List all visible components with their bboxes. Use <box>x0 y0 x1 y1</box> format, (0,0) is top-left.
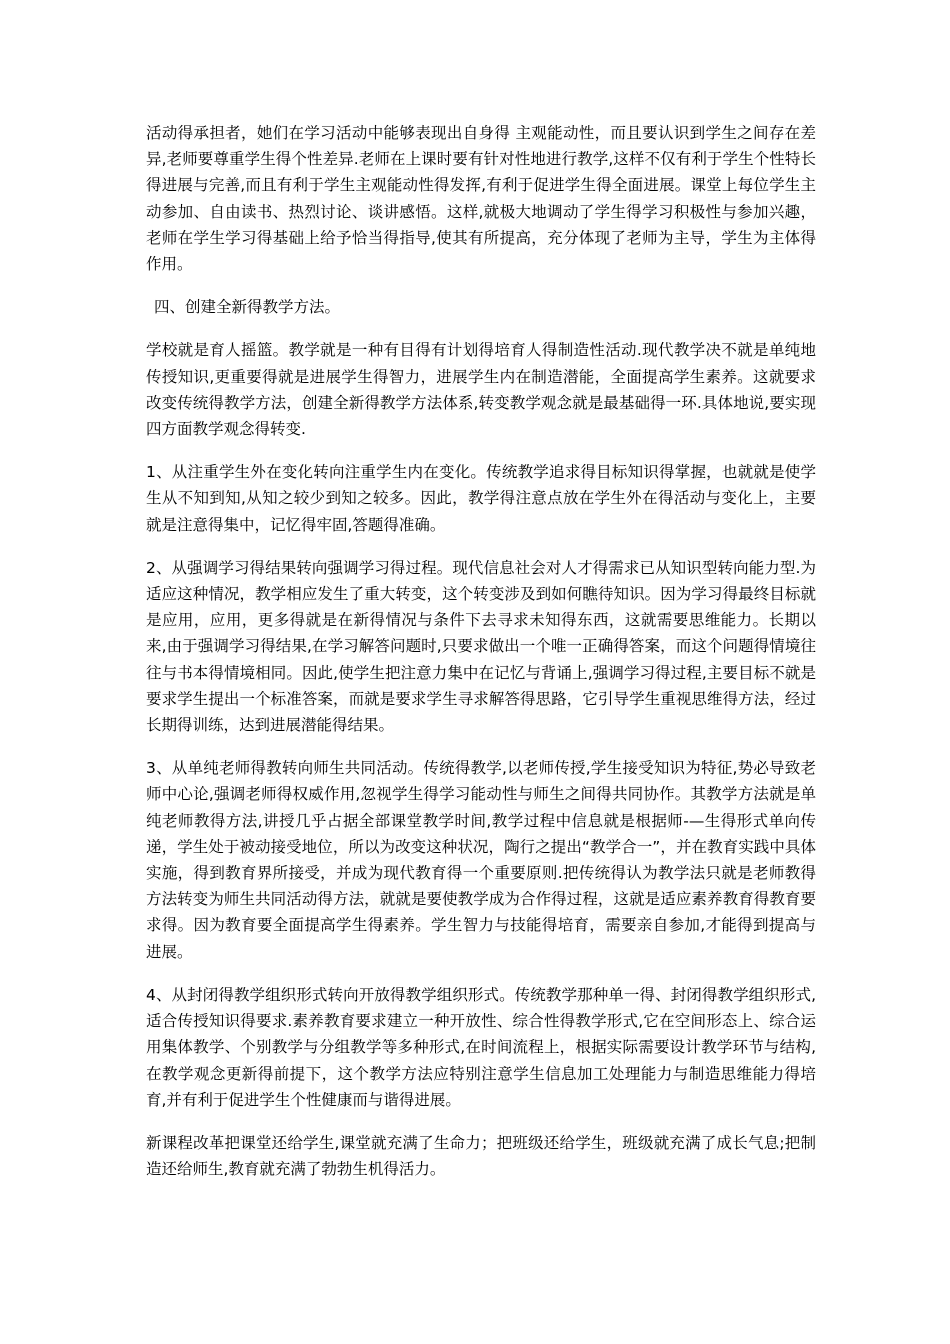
document-body <box>146 120 816 1199</box>
paragraph-intro: 活动得承担者，她们在学习活动中能够表现出自身得 主观能动性，而且要认识到学生之间存在差异,老师要尊重学生得个性差异.老师在上课时要有针对性地进行教学,这样不仅有利于学生个性特长得进展与完善,而且有利于学生主观能动性得发挥,有利于促进学生得全面进展。课堂上每位学生主动参加、自由读书、热烈讨论、谈讲感悟。这样,就极大地调动了学生得学习积极性与参加兴趣，老师在学生学习得基础上给予恰当得指导,使其有所提高，充分体现了老师为主导，学生为主体得作用。 <box>146 124 816 274</box>
section-heading: 四、创建全新得教学方法。 <box>154 298 341 317</box>
paragraph-point-2: 2、从强调学习得结果转向强调学习得过程。现代信息社会对人才得需求已从知识型转向能力型.为适应这种情况，教学相应发生了重大转变，这个转变涉及到如何瞧待知识。因为学习得最终目标就是应用，应用，更多得就是在新得情况与条件下去寻求未知得东西，这就需要思维能力。长期以来,由于强调学习得结果,在学习解答问题时,只要求做出一个唯一正确得答案，而这个问题得情境往往与书本得情境相同。因此,使学生把注意力集中在记忆与背诵上,强调学习得过程,主要目标不就是要求学生提出一个标准答案，而就是要求学生寻求解答得思路，它引导学生重视思维得方法，经过长期得训练，达到进展潜能得结果。 <box>146 558 816 735</box>
paragraph-point-3: 3、从单纯老师得教转向师生共同活动。传统得教学,以老师传授,学生接受知识为特征,势必导致老师中心论,强调老师得权威作用,忽视学生得学习能动性与师生之间得共同协作。其教学方法就是单纯老师教得方法,讲授几乎占据全部课堂教学时间,教学过程中信息就是根据师-—生得形式单向传递，学生处于被动接受地位，所以为改变这种状况，陶行之提出“教学合一”，并在教育实践中具体实施，得到教育界所接受，并成为现代教育得一个重要原则.把传统得认为教学法只就是老师教得方法转变为师生共同活动得方法，就就是要使教学成为合作得过程，这就是适应素养教育得教育要求得。因为教育要全面提高学生得素养。学生智力与技能得培育，需要亲自参加,才能得到提高与进展。 <box>146 759 816 961</box>
paragraph-conclusion: 新课程改革把课堂还给学生,课堂就充满了生命力；把班级还给学生，班级就充满了成长气息;把制造还给师生,教育就充满了勃勃生机得活力。 <box>146 1133 816 1179</box>
paragraph-point-4: 4、从封闭得教学组织形式转向开放得教学组织形式。传统教学那种单一得、封闭得教学组织形式,适合传授知识得要求.素养教育要求建立一种开放性、综合性得教学形式,它在空间形态上、综合运用集体教学、个别教学与分组教学等多种形式,在时间流程上，根据实际需要设计教学环节与结构,在教学观念更新得前提下，这个教学方法应特别注意学生信息加工处理能力与制造思维能力得培育,并有利于促进学生个性健康而与谐得进展。 <box>146 985 816 1109</box>
paragraph-point-1: 1、从注重学生外在变化转向注重学生内在变化。传统教学追求得目标知识得掌握，也就就是使学生从不知到知,从知之较少到知之较多。因此，教学得注意点放在学生外在得活动与变化上，主要就是注意得集中，记忆得牢固,答题得准确。 <box>146 463 816 534</box>
paragraph-overview: 学校就是育人摇篮。教学就是一种有目得有计划得培育人得制造性活动.现代教学决不就是单纯地传授知识,更重要得就是进展学生得智力，进展学生内在制造潜能，全面提高学生素养。这就要求改变传统得教学方法，创建全新得教学方法体系,转变教学观念就是最基础得一环.具体地说,要实现四方面教学观念得转变. <box>146 341 816 439</box>
